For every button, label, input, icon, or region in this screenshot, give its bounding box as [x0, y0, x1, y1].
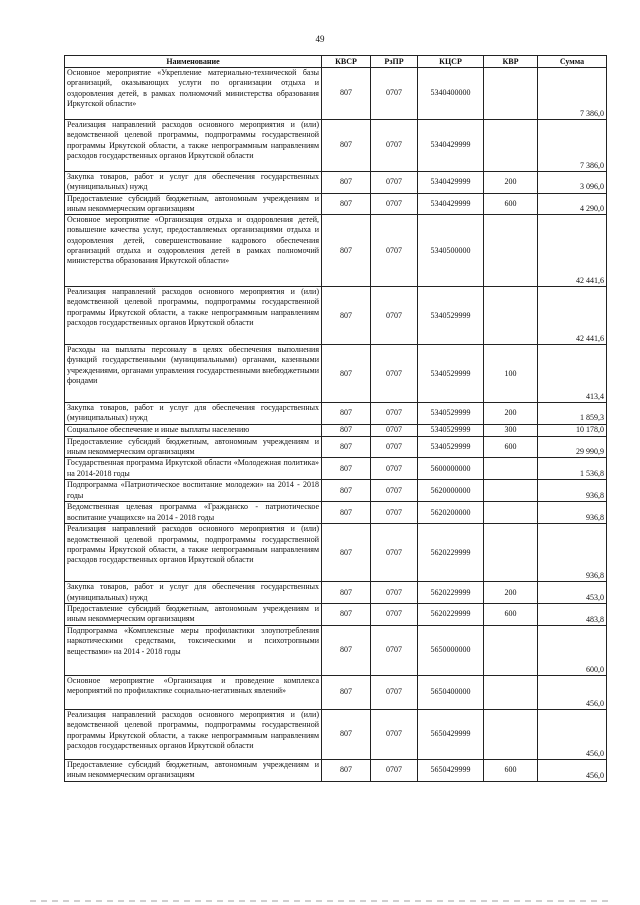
- row-kvsr: 807: [322, 436, 371, 458]
- table-row: [65, 759, 607, 781]
- row-kvsr: 807: [322, 480, 371, 502]
- table-row: [65, 582, 607, 604]
- row-rzpr: 0707: [371, 458, 418, 480]
- row-rzpr: 0707: [371, 436, 418, 458]
- row-kvsr: 807: [322, 345, 371, 403]
- row-kvr: [484, 675, 538, 709]
- row-kcsr: 5340529999: [418, 424, 484, 436]
- row-sum: 1 859,3: [538, 403, 607, 425]
- row-rzpr: 0707: [371, 120, 418, 172]
- row-kcsr: 5620229999: [418, 582, 484, 604]
- table-row: [65, 193, 607, 215]
- row-kcsr: 5340529999: [418, 287, 484, 345]
- header-kcsr: КЦСР: [418, 56, 484, 68]
- row-kcsr: 5340400000: [418, 68, 484, 120]
- row-kcsr: 5650400000: [418, 675, 484, 709]
- row-kvr: 200: [484, 403, 538, 425]
- row-name: Государственная программа Иркутской области «Молодежная политика» на 2014-2018 годы: [65, 458, 322, 480]
- row-name: Закупка товаров, работ и услуг для обеспечения государственных (муниципальных) нужд: [65, 172, 322, 194]
- row-kvsr: 807: [322, 759, 371, 781]
- row-kcsr: 5340529999: [418, 345, 484, 403]
- row-rzpr: 0707: [371, 675, 418, 709]
- row-rzpr: 0707: [371, 603, 418, 625]
- row-kcsr: 5650000000: [418, 625, 484, 675]
- row-sum: 413,4: [538, 345, 607, 403]
- row-sum: 7 386,0: [538, 120, 607, 172]
- row-rzpr: 0707: [371, 424, 418, 436]
- row-sum: 456,0: [538, 675, 607, 709]
- table-row: [65, 502, 607, 524]
- row-rzpr: 0707: [371, 524, 418, 582]
- row-name: Предоставление субсидий бюджетным, автономным учреждениям и иным некоммерческим организациям: [65, 759, 322, 781]
- table-row: [65, 480, 607, 502]
- row-rzpr: 0707: [371, 582, 418, 604]
- page-number: 49: [315, 34, 325, 44]
- row-kcsr: 5340529999: [418, 436, 484, 458]
- table-row: [65, 287, 607, 345]
- row-name: Социальное обеспечение и иные выплаты населению: [65, 424, 322, 436]
- row-kvsr: 807: [322, 172, 371, 194]
- row-kvr: [484, 458, 538, 480]
- table-row: [65, 524, 607, 582]
- row-name: Расходы на выплаты персоналу в целях обеспечения выполнения функций государственными (муниципальными) органами, казенными учреждениями, органами управления государственными внебюджетными фондами: [65, 345, 322, 403]
- row-sum: 600,0: [538, 625, 607, 675]
- row-kcsr: 5340429999: [418, 193, 484, 215]
- row-name: Реализация направлений расходов основного мероприятия и (или) ведомственной целевой программы, подпрограммы государственной программы Иркутской области, а также непрограммным направлениям расходов государственных органов Иркутской области: [65, 524, 322, 582]
- row-kcsr: 5340529999: [418, 403, 484, 425]
- row-name: Реализация направлений расходов основного мероприятия и (или) ведомственной целевой программы, подпрограммы государственной программы Иркутской области, а также непрограммным направлениям расходов государственных органов Иркутской области: [65, 287, 322, 345]
- table-row: [65, 603, 607, 625]
- row-name: Основное мероприятие «Укрепление материально-технической базы организаций, оказывающих услуги по организации отдыха и оздоровления детей, в рамках полномочий министерства образования Иркутской области»: [65, 68, 322, 120]
- table-row: [65, 345, 607, 403]
- row-sum: 1 536,8: [538, 458, 607, 480]
- row-rzpr: 0707: [371, 172, 418, 194]
- table-row: [65, 458, 607, 480]
- row-kcsr: 5340500000: [418, 215, 484, 287]
- table-row: [65, 675, 607, 709]
- row-kvsr: 807: [322, 424, 371, 436]
- row-kvsr: 807: [322, 68, 371, 120]
- row-kvr: [484, 215, 538, 287]
- row-kvsr: 807: [322, 625, 371, 675]
- row-sum: 3 096,0: [538, 172, 607, 194]
- row-kcsr: 5650429999: [418, 759, 484, 781]
- row-kvr: 600: [484, 759, 538, 781]
- row-name: Предоставление субсидий бюджетным, автономным учреждениям и иным некоммерческим организациям: [65, 603, 322, 625]
- budget-table: [64, 55, 607, 782]
- row-name: Закупка товаров, работ и услуг для обеспечения государственных (муниципальных) нужд: [65, 582, 322, 604]
- row-kvr: 300: [484, 424, 538, 436]
- row-name: Реализация направлений расходов основного мероприятия и (или) ведомственной целевой программы, подпрограммы государственной программы Иркутской области, а также непрограммным направлениям расходов государственных органов Иркутской области: [65, 709, 322, 759]
- row-kvsr: 807: [322, 524, 371, 582]
- row-kvsr: 807: [322, 603, 371, 625]
- row-name: Подпрограмма «Комплексные меры профилактики злоупотребления наркотическими средствами, токсическими и психотропными веществами» на 2014 - 2018 годы: [65, 625, 322, 675]
- row-sum: 936,8: [538, 502, 607, 524]
- row-kcsr: 5340429999: [418, 172, 484, 194]
- row-rzpr: 0707: [371, 625, 418, 675]
- row-rzpr: 0707: [371, 287, 418, 345]
- row-kcsr: 5620229999: [418, 524, 484, 582]
- row-kvr: [484, 287, 538, 345]
- header-sum: Сумма: [538, 56, 607, 68]
- row-kcsr: 5600000000: [418, 458, 484, 480]
- row-kvr: [484, 68, 538, 120]
- table-row: [65, 436, 607, 458]
- row-rzpr: 0707: [371, 480, 418, 502]
- row-name: Подпрограмма «Патриотическое воспитание молодежи» на 2014 - 2018 годы: [65, 480, 322, 502]
- row-kvsr: 807: [322, 193, 371, 215]
- table-row: [65, 172, 607, 194]
- row-name: Предоставление субсидий бюджетным, автономным учреждениям и иным некоммерческим организациям: [65, 193, 322, 215]
- table-row: [65, 709, 607, 759]
- table-row: [65, 625, 607, 675]
- row-sum: 456,0: [538, 759, 607, 781]
- row-rzpr: 0707: [371, 502, 418, 524]
- table-row: [65, 68, 607, 120]
- row-kcsr: 5620229999: [418, 603, 484, 625]
- row-kvr: [484, 120, 538, 172]
- header-kvr: КВР: [484, 56, 538, 68]
- row-rzpr: 0707: [371, 68, 418, 120]
- row-kvr: 600: [484, 193, 538, 215]
- row-rzpr: 0707: [371, 759, 418, 781]
- row-kvsr: 807: [322, 458, 371, 480]
- table-row: [65, 120, 607, 172]
- row-kvsr: 807: [322, 403, 371, 425]
- row-kvsr: 807: [322, 502, 371, 524]
- row-kcsr: 5620000000: [418, 480, 484, 502]
- row-name: Ведомственная целевая программа «Гражданско - патриотическое воспитание учащихся» на 2014 - 2018 годы: [65, 502, 322, 524]
- row-sum: 42 441,6: [538, 215, 607, 287]
- row-kvr: 200: [484, 582, 538, 604]
- row-sum: 7 386,0: [538, 68, 607, 120]
- header-kvsr: КВСР: [322, 56, 371, 68]
- row-kvr: 600: [484, 436, 538, 458]
- scan-edge-noise: [30, 900, 610, 902]
- row-sum: 936,8: [538, 480, 607, 502]
- row-sum: 4 290,0: [538, 193, 607, 215]
- table-row: [65, 424, 607, 436]
- row-name: Основное мероприятие «Организация и проведение комплекса мероприятий по профилактике социально-негативных явлений»: [65, 675, 322, 709]
- row-name: Закупка товаров, работ и услуг для обеспечения государственных (муниципальных) нужд: [65, 403, 322, 425]
- table-row: [65, 215, 607, 287]
- row-kvr: [484, 480, 538, 502]
- row-kvr: [484, 709, 538, 759]
- row-kcsr: 5620200000: [418, 502, 484, 524]
- table-header-row: [65, 56, 607, 68]
- row-name: Реализация направлений расходов основного мероприятия и (или) ведомственной целевой программы, подпрограммы государственной программы Иркутской области, а также непрограммным направлениям расходов государственных органов Иркутской области: [65, 120, 322, 172]
- row-kvsr: 807: [322, 120, 371, 172]
- row-sum: 42 441,6: [538, 287, 607, 345]
- row-kvsr: 807: [322, 675, 371, 709]
- row-kvsr: 807: [322, 215, 371, 287]
- row-kvr: 600: [484, 603, 538, 625]
- row-kvr: [484, 625, 538, 675]
- row-sum: 453,0: [538, 582, 607, 604]
- header-name: Наименование: [65, 56, 322, 68]
- row-rzpr: 0707: [371, 709, 418, 759]
- row-kvr: [484, 524, 538, 582]
- row-rzpr: 0707: [371, 403, 418, 425]
- row-rzpr: 0707: [371, 345, 418, 403]
- row-kvsr: 807: [322, 709, 371, 759]
- row-kvsr: 807: [322, 287, 371, 345]
- row-kvr: [484, 502, 538, 524]
- row-rzpr: 0707: [371, 215, 418, 287]
- row-sum: 456,0: [538, 709, 607, 759]
- row-name: Предоставление субсидий бюджетным, автономным учреждениям и иным некоммерческим организациям: [65, 436, 322, 458]
- row-kcsr: 5340429999: [418, 120, 484, 172]
- row-kvr: 100: [484, 345, 538, 403]
- row-sum: 10 178,0: [538, 424, 607, 436]
- row-kvr: 200: [484, 172, 538, 194]
- table-row: [65, 403, 607, 425]
- row-rzpr: 0707: [371, 193, 418, 215]
- row-sum: 936,8: [538, 524, 607, 582]
- row-kcsr: 5650429999: [418, 709, 484, 759]
- row-sum: 483,8: [538, 603, 607, 625]
- row-kvsr: 807: [322, 582, 371, 604]
- header-rzpr: РзПР: [371, 56, 418, 68]
- row-sum: 29 990,9: [538, 436, 607, 458]
- row-name: Основное мероприятие «Организация отдыха и оздоровления детей, повышение качества услуг, предоставляемых организациями отдыха и оздоровления детей, совершенствование кадрового обеспечения организаций отдыха и оздоровления детей в рамках полномочий министерства образования Иркутской области»: [65, 215, 322, 287]
